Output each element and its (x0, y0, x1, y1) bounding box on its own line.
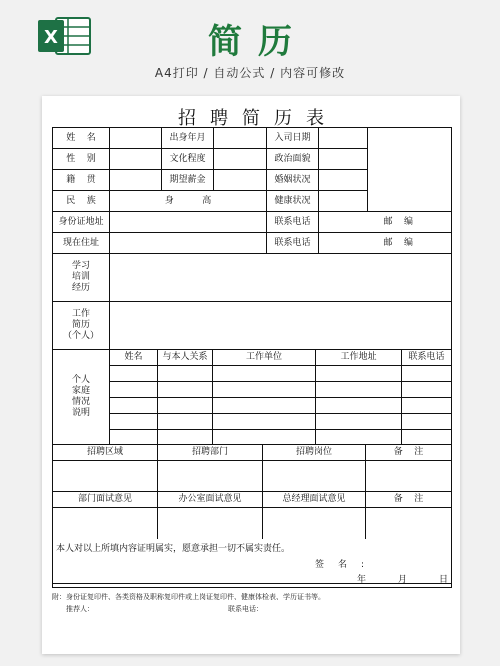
photo-area[interactable] (368, 128, 451, 212)
label-work-history: 工作 简历 （个人） (53, 302, 110, 350)
label-family: 个人 家庭 情况 说明 (53, 350, 110, 445)
recruit-header-position: 招聘岗位 (263, 445, 366, 461)
label-study-history: 学习 培训 经历 (53, 254, 110, 302)
value-opinion-office[interactable] (158, 508, 263, 539)
label-height: 身 高 (110, 191, 267, 212)
family-cell[interactable] (110, 430, 158, 445)
opinion-header-remark: 备 注 (366, 492, 451, 508)
family-cell[interactable] (316, 430, 402, 445)
opinion-header-department: 部门面试意见 (53, 492, 158, 508)
value-work-history[interactable] (110, 302, 451, 350)
value-gender[interactable] (110, 149, 162, 170)
page-subtitle: A4打印 / 自动公式 / 内容可修改 (154, 66, 346, 80)
family-header-phone: 联系电话 (402, 350, 451, 366)
value-id-address[interactable] (110, 212, 267, 233)
date-day-label: 日 (439, 575, 449, 585)
label-education: 文化程度 (162, 149, 214, 170)
family-header-address: 工作地址 (316, 350, 402, 366)
label-postcode-1: 邮 编 (319, 212, 451, 233)
referrer-label: 推荐人： (66, 605, 94, 613)
declaration-box (52, 538, 452, 584)
family-header-workplace: 工作单位 (213, 350, 316, 366)
attachment-note: 附：身份证复印件、各类资格及职称复印件或上岗证复印件、健康体检表、学历证书等。 (52, 593, 325, 601)
value-study-history[interactable] (110, 254, 451, 302)
family-cell[interactable] (213, 430, 316, 445)
value-join-date[interactable] (319, 128, 368, 149)
label-join-date: 入司日期 (267, 128, 319, 149)
value-marital[interactable] (319, 170, 368, 191)
family-cell[interactable] (158, 398, 213, 414)
value-name[interactable] (110, 128, 162, 149)
family-cell[interactable] (316, 382, 402, 398)
value-political[interactable] (319, 149, 368, 170)
label-postcode-2: 邮 编 (319, 233, 451, 254)
value-opinion-remark[interactable] (366, 508, 451, 539)
value-recruit-position[interactable] (263, 461, 366, 492)
family-cell[interactable] (316, 398, 402, 414)
signature-label: 签名: (315, 560, 379, 570)
family-cell[interactable] (158, 414, 213, 430)
label-marital: 婚姻状况 (267, 170, 319, 191)
label-ethnicity: 民 族 (53, 191, 110, 212)
recruit-header-region: 招聘区域 (53, 445, 158, 461)
label-id-address: 身份证地址 (53, 212, 110, 233)
family-cell[interactable] (213, 366, 316, 382)
family-cell[interactable] (158, 366, 213, 382)
label-hometown: 籍 贯 (53, 170, 110, 191)
value-salary[interactable] (214, 170, 267, 191)
family-cell[interactable] (402, 398, 451, 414)
label-salary: 期望薪金 (162, 170, 214, 191)
family-cell[interactable] (213, 414, 316, 430)
date-year-label: 年 (357, 575, 367, 585)
page-title: 简历 (208, 22, 308, 62)
value-opinion-manager[interactable] (263, 508, 366, 539)
family-cell[interactable] (402, 430, 451, 445)
resume-grid (52, 127, 452, 588)
label-phone-1: 联系电话 (267, 212, 319, 233)
resume-form-sheet (42, 96, 460, 654)
form-title: 招聘简历表 (178, 108, 338, 129)
value-recruit-region[interactable] (53, 461, 158, 492)
label-current-address: 现在住址 (53, 233, 110, 254)
family-cell[interactable] (316, 414, 402, 430)
value-recruit-department[interactable] (158, 461, 263, 492)
family-cell[interactable] (213, 382, 316, 398)
label-gender: 性 别 (53, 149, 110, 170)
declaration-text: 本人对以上所填内容证明属实，愿意承担一切不属实责任。 (56, 544, 291, 554)
family-cell[interactable] (213, 398, 316, 414)
value-health[interactable] (319, 191, 368, 212)
label-health: 健康状况 (267, 191, 319, 212)
label-name: 姓 名 (53, 128, 110, 149)
family-cell[interactable] (110, 414, 158, 430)
recruit-header-remark: 备 注 (366, 445, 451, 461)
family-cell[interactable] (158, 382, 213, 398)
opinion-header-office: 办公室面试意见 (158, 492, 263, 508)
label-birth: 出身年月 (162, 128, 214, 149)
value-education[interactable] (214, 149, 267, 170)
family-cell[interactable] (110, 366, 158, 382)
referrer-phone-label: 联系电话： (228, 605, 263, 613)
value-hometown[interactable] (110, 170, 162, 191)
date-month-label: 月 (398, 575, 408, 585)
family-cell[interactable] (110, 398, 158, 414)
value-birth[interactable] (214, 128, 267, 149)
family-header-relation: 与本人关系 (158, 350, 213, 366)
value-opinion-department[interactable] (53, 508, 158, 539)
label-phone-2: 联系电话 (267, 233, 319, 254)
value-recruit-remark[interactable] (366, 461, 451, 492)
family-cell[interactable] (110, 382, 158, 398)
family-cell[interactable] (316, 366, 402, 382)
value-current-address[interactable] (110, 233, 267, 254)
label-political: 政治面貌 (267, 149, 319, 170)
family-cell[interactable] (402, 414, 451, 430)
svg-text:X: X (44, 27, 58, 48)
family-cell[interactable] (402, 366, 451, 382)
family-header-name: 姓名 (110, 350, 158, 366)
family-cell[interactable] (158, 430, 213, 445)
opinion-header-manager: 总经理面试意见 (263, 492, 366, 508)
recruit-header-department: 招聘部门 (158, 445, 263, 461)
family-cell[interactable] (402, 382, 451, 398)
